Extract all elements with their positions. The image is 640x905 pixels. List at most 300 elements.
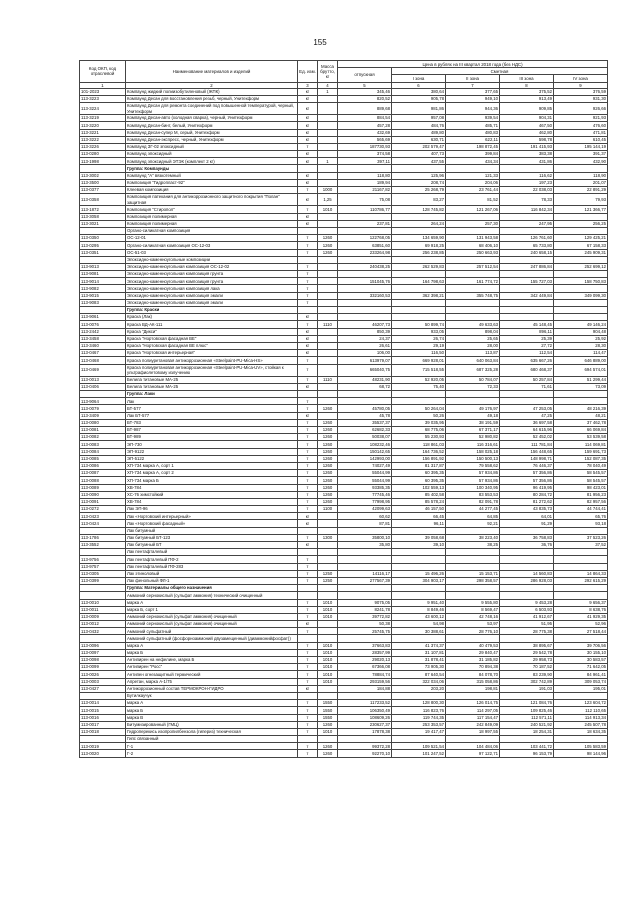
- cell-unit: т: [298, 671, 318, 678]
- cell-price-zone-4: [554, 592, 608, 599]
- cell-mass: [318, 412, 338, 419]
- cell-unit: т: [298, 364, 318, 376]
- cell-price-zone-4: 22 891,29: [554, 187, 608, 194]
- cell-price-otpusk: [338, 527, 392, 534]
- cell-price-zone-1: 322 034,06: [392, 678, 446, 685]
- cell-code: 113-0010: [80, 599, 126, 606]
- cell-price-zone-3: 148 998,71: [500, 455, 554, 462]
- cell-price-zone-4: 245 507,78: [554, 721, 608, 728]
- cell-price-zone-3: 680 468,37: [500, 364, 554, 376]
- cell-mass: 1260: [318, 470, 338, 477]
- cell-price-otpusk: 230627,37: [338, 721, 392, 728]
- cell-mass: [318, 542, 338, 549]
- cell-price-zone-2: 126 014,75: [446, 700, 500, 707]
- table-row: [80, 342, 608, 349]
- table-row: [80, 187, 608, 194]
- table-row: [80, 263, 608, 270]
- cell-price-zone-3: 896,11: [500, 328, 554, 335]
- cell-name: Краска "Дикси": [126, 328, 298, 335]
- cell-unit: т: [298, 462, 318, 469]
- cell-price-zone-2: [446, 563, 500, 570]
- cell-price-zone-3: 96 153,79: [500, 750, 554, 757]
- cell-code: 113-0090: [80, 491, 126, 498]
- cell-mass: 1250: [318, 570, 338, 577]
- cell-price-zone-3: 286 928,03: [500, 577, 554, 584]
- cell-price-zone-1: 50 264,04: [392, 405, 446, 412]
- cell-unit: кг: [298, 194, 318, 206]
- cell-mass: 1260: [318, 491, 338, 498]
- cell-price-zone-3: 41 912,67: [500, 613, 554, 620]
- cell-unit: [298, 585, 318, 592]
- cell-mass: [318, 271, 338, 278]
- cell-name: ХП-734 марка А, сорт 1: [126, 462, 298, 469]
- cell-unit: т: [298, 678, 318, 685]
- cell-price-zone-3: 50 257,84: [500, 376, 554, 383]
- cell-name: БТ-989: [126, 434, 298, 441]
- cell-code: 113-9014: [80, 278, 126, 285]
- cell-code: 113-0011: [80, 606, 126, 613]
- cell-code: 113-0432: [80, 628, 126, 635]
- cell-price-otpusk: 46207,73: [338, 321, 392, 328]
- cell-price-zone-2: 50 784,07: [446, 376, 500, 383]
- cell-unit: т: [298, 599, 318, 606]
- cell-code: 113-3458: [80, 335, 126, 342]
- cell-price-zone-3: [500, 271, 554, 278]
- cell-name: ЭП-730: [126, 441, 298, 448]
- table-row: [80, 102, 608, 114]
- table-row: [80, 750, 608, 757]
- cell-price-otpusk: 39772,82: [338, 613, 392, 620]
- cell-price-zone-2: 97 122,71: [446, 750, 500, 757]
- cell-price-otpusk: 122768,05: [338, 235, 392, 242]
- cell-price-zone-2: 25,65: [446, 335, 500, 342]
- cell-price-zone-1: 60 395,35: [392, 470, 446, 477]
- cell-name: Аммоний сернокислый (сульфат аммония) очищенный: [126, 613, 298, 620]
- cell-price-zone-2: [446, 391, 500, 398]
- cell-code: 113-0358: [80, 194, 126, 206]
- cell-price-zone-1: 83,27: [392, 194, 446, 206]
- cell-price-otpusk: [338, 736, 392, 743]
- cell-name: ХВ-784: [126, 484, 298, 491]
- cell-unit: [298, 256, 318, 263]
- cell-unit: т: [298, 491, 318, 498]
- cell-price-zone-2: 38 223,40: [446, 534, 500, 541]
- table-row: [80, 743, 608, 750]
- cell-price-otpusk: 74027,49: [338, 462, 392, 469]
- cell-price-zone-2: 485,71: [446, 122, 500, 129]
- table-row: [80, 520, 608, 527]
- cell-unit: т: [298, 235, 318, 242]
- cell-unit: т: [298, 613, 318, 620]
- cell-price-zone-1: 128 745,82: [392, 206, 446, 213]
- cell-name: Лак этиноловый: [126, 570, 298, 577]
- cell-price-zone-1: 118 861,03: [392, 441, 446, 448]
- cell-price-zone-3: 18 254,31: [500, 728, 554, 735]
- cell-code: [80, 391, 126, 398]
- cell-price-zone-1: [392, 285, 446, 292]
- cell-price-zone-4: 27 518,44: [554, 628, 608, 635]
- cell-price-otpusk: 457,28: [338, 122, 392, 129]
- table-row: [80, 462, 608, 469]
- cell-code: 101-2023: [80, 88, 126, 95]
- cell-price-zone-4: 39 706,56: [554, 642, 608, 649]
- cell-price-zone-3: [500, 213, 554, 220]
- cell-unit: кг: [298, 542, 318, 549]
- cell-code: 113-0469: [80, 364, 126, 376]
- cell-code: 113-0003: [80, 678, 126, 685]
- cell-name: Г-2: [126, 750, 298, 757]
- cell-unit: т: [298, 448, 318, 455]
- cell-name: марка Б, сорт 1: [126, 606, 298, 613]
- cell-price-zone-1: 905,78: [392, 95, 446, 102]
- cell-code: 113-1786: [80, 534, 126, 541]
- cell-price-zone-4: 49 146,24: [554, 321, 608, 328]
- cell-price-otpusk: [338, 635, 392, 642]
- cell-price-zone-4: 58 545,57: [554, 470, 608, 477]
- cell-code: 113-0080: [80, 419, 126, 426]
- cell-price-zone-3: 76 446,37: [500, 462, 554, 469]
- cell-code: 113-0089: [80, 484, 126, 491]
- cell-price-otpusk: 37663,83: [338, 642, 392, 649]
- table-row: [80, 498, 608, 505]
- cell-price-otpusk: 45780,05: [338, 405, 392, 412]
- table-row: [80, 491, 608, 498]
- cell-name: Лак пентафталевый: [126, 549, 298, 556]
- cell-price-zone-1: [392, 391, 446, 398]
- cell-code: 113-3224: [80, 102, 126, 114]
- table-row: [80, 427, 608, 434]
- table-row: [80, 513, 608, 520]
- table-row: [80, 635, 608, 642]
- cell-code: 113-9082: [80, 285, 126, 292]
- cell-price-zone-2: 298 358,57: [446, 577, 500, 584]
- cell-price-zone-3: 36 758,83: [500, 534, 554, 541]
- cell-name: Краска ВД-АК-111: [126, 321, 298, 328]
- table-row: [80, 714, 608, 721]
- cell-price-zone-1: [392, 556, 446, 563]
- cell-price-zone-1: 407,73: [392, 151, 446, 158]
- cell-price-zone-3: 635 667,26: [500, 357, 554, 364]
- cell-price-otpusk: 14116,17: [338, 570, 392, 577]
- cell-price-zone-3: 462,80: [500, 129, 554, 136]
- cell-price-zone-1: 119 744,35: [392, 714, 446, 721]
- cell-code: 113-3409: [80, 412, 126, 419]
- cell-price-zone-3: [500, 635, 554, 642]
- cell-code: 113-3058: [80, 213, 126, 220]
- cell-price-zone-2: 81,52: [446, 194, 500, 206]
- cell-name: Композиция "Гидропласт-92": [126, 179, 298, 186]
- header-price-title: Цена в рублях на III квартал 2018 года (без НДС): [338, 61, 608, 68]
- header-otpusk: отпускная: [338, 68, 392, 82]
- cell-code: 113-0468: [80, 357, 126, 364]
- cell-price-zone-1: 8 849,46: [392, 606, 446, 613]
- cell-price-zone-4: 195,01: [554, 685, 608, 692]
- header-zone-4: IV зона: [554, 75, 608, 82]
- cell-price-zone-2: 49 633,63: [446, 321, 500, 328]
- cell-code: 113-0467: [80, 350, 126, 357]
- cell-price-zone-2: 480,83: [446, 129, 500, 136]
- cell-mass: [318, 102, 338, 114]
- table-row: [80, 299, 608, 306]
- cell-price-otpusk: 63851,60: [338, 242, 392, 249]
- cell-price-zone-2: 949,10: [446, 95, 500, 102]
- cell-price-zone-1: 54,98: [392, 621, 446, 628]
- cell-price-otpusk: 432,69: [338, 129, 392, 136]
- cell-code: 113-9083: [80, 299, 126, 306]
- cell-price-zone-4: 646 889,00: [554, 357, 608, 364]
- cell-name: Лак «Нортовский интерьерный»: [126, 513, 298, 520]
- cell-price-zone-3: 29 542,78: [500, 649, 554, 656]
- cell-mass: 1010: [318, 206, 338, 213]
- cell-price-zone-1: 437,55: [392, 158, 446, 165]
- cell-price-otpusk: [338, 227, 392, 234]
- cell-price-zone-3: 57 356,86: [500, 470, 554, 477]
- cell-price-zone-1: [392, 398, 446, 405]
- cell-price-zone-3: 64,01: [500, 513, 554, 520]
- cell-price-zone-1: 39 058,68: [392, 534, 446, 541]
- cell-code: 113-0026: [80, 671, 126, 678]
- cell-price-zone-1: 73 905,30: [392, 664, 446, 671]
- cell-price-zone-2: 52 980,82: [446, 434, 500, 441]
- table-row: [80, 172, 608, 179]
- header-unit: Ед. изм.: [298, 61, 318, 83]
- cell-price-zone-2: 79 558,62: [446, 462, 500, 469]
- cell-price-zone-3: 302 742,89: [500, 678, 554, 685]
- table-row: [80, 577, 608, 584]
- cell-price-zone-4: 53 539,58: [554, 434, 608, 441]
- cell-price-otpusk: 77998,95: [338, 498, 392, 505]
- cell-mass: [318, 592, 338, 599]
- cell-code: 113-0280: [80, 151, 126, 158]
- cell-price-zone-3: 909,85: [500, 102, 554, 114]
- cell-code: 113-3002: [80, 172, 126, 179]
- cell-price-otpusk: 189,94: [338, 179, 392, 186]
- cell-name: Компаунд Десан для ремонта соединений под повышенной температурой, черный, Унитехформ: [126, 102, 298, 114]
- table-row: [80, 477, 608, 484]
- cell-price-zone-4: 18 634,35: [554, 728, 608, 735]
- cell-price-zone-2: 377,65: [446, 88, 500, 95]
- cell-mass: [318, 527, 338, 534]
- cell-name: Компаунд эпоксидный: [126, 151, 298, 158]
- cell-price-zone-3: [500, 592, 554, 599]
- cell-unit: т: [298, 398, 318, 405]
- cell-price-zone-2: 315 058,86: [446, 678, 500, 685]
- cell-price-zone-4: 114 913,34: [554, 714, 608, 721]
- cell-name: Лак битумный: [126, 527, 298, 534]
- cell-price-zone-2: 40 479,53: [446, 642, 500, 649]
- cell-code: [80, 227, 126, 234]
- table-row: [80, 671, 608, 678]
- cell-name: Лак пентафталевый ПФ-2: [126, 556, 298, 563]
- cell-mass: [318, 364, 338, 376]
- cell-price-zone-2: 257 512,54: [446, 263, 500, 270]
- cell-price-zone-3: [500, 256, 554, 263]
- table-row: [80, 549, 608, 556]
- cell-price-otpusk: 42099,63: [338, 506, 392, 513]
- cell-name: марка Б: [126, 707, 298, 714]
- cell-price-otpusk: 9075,05: [338, 599, 392, 606]
- cell-mass: [318, 256, 338, 263]
- table-row: [80, 364, 608, 376]
- cell-price-zone-2: 198,81: [446, 685, 500, 692]
- cell-price-zone-1: 669 928,01: [392, 357, 446, 364]
- cell-code: 113-9061: [80, 314, 126, 321]
- cell-price-zone-1: [392, 227, 446, 234]
- cell-unit: [298, 307, 318, 314]
- cell-price-zone-1: 380,64: [392, 88, 446, 95]
- cell-mass: [318, 263, 338, 270]
- cell-mass: 1010: [318, 642, 338, 649]
- cell-price-zone-3: [500, 307, 554, 314]
- cell-mass: [318, 585, 338, 592]
- cell-name: Антипирен на нефелине, марка Б: [126, 657, 298, 664]
- table-row: [80, 527, 608, 534]
- table-row: [80, 664, 608, 671]
- cell-price-zone-2: [446, 314, 500, 321]
- page-number: 155: [313, 38, 327, 47]
- cell-price-zone-2: 121 267,06: [446, 206, 500, 213]
- cell-price-zone-4: [554, 556, 608, 563]
- cell-price-otpusk: 60,62: [338, 513, 392, 520]
- cell-code: 113-3500: [80, 179, 126, 186]
- table-row: [80, 249, 608, 256]
- cell-price-otpusk: [338, 213, 392, 220]
- cell-price-otpusk: 28357,99: [338, 649, 392, 656]
- table-row: [80, 570, 608, 577]
- cell-unit: кг: [298, 151, 318, 158]
- cell-code: [80, 527, 126, 534]
- table-row: [80, 285, 608, 292]
- table-row: [80, 657, 608, 664]
- table-row: [80, 448, 608, 455]
- table-row: [80, 350, 608, 357]
- cell-code: 113-0096: [80, 642, 126, 649]
- cell-unit: т: [298, 642, 318, 649]
- cell-price-zone-1: 116,50: [392, 350, 446, 357]
- cell-code: 113-0295: [80, 242, 126, 249]
- cell-price-zone-1: [392, 314, 446, 321]
- cell-price-zone-2: [446, 527, 500, 534]
- column-index: 5: [338, 82, 392, 88]
- cell-price-zone-3: 197,23: [500, 179, 554, 186]
- cell-price-zone-1: 39 035,95: [392, 419, 446, 426]
- cell-price-zone-2: 121,33: [446, 172, 500, 179]
- cell-price-zone-2: 640 063,84: [446, 357, 500, 364]
- cell-unit: [298, 549, 318, 556]
- cell-price-zone-4: 391,37: [554, 151, 608, 158]
- cell-code: 113-9064: [80, 398, 126, 405]
- cell-mass: 1260: [318, 477, 338, 484]
- cell-unit: т: [298, 405, 318, 412]
- cell-price-zone-4: 471,81: [554, 129, 608, 136]
- cell-name: ХВ-784: [126, 498, 298, 505]
- cell-price-zone-3: 121 084,76: [500, 700, 554, 707]
- cell-unit: кг: [298, 220, 318, 227]
- cell-unit: кг: [298, 179, 318, 186]
- cell-price-otpusk: 29020,13: [338, 657, 392, 664]
- cell-price-zone-1: 489,80: [392, 129, 446, 136]
- cell-mass: [318, 213, 338, 220]
- table-row: [80, 649, 608, 656]
- cell-code: 113-0377: [80, 187, 126, 194]
- table-row: [80, 122, 608, 129]
- cell-price-otpusk: 75,08: [338, 194, 392, 206]
- cell-price-zone-1: 81 317,87: [392, 462, 446, 469]
- cell-mass: [318, 513, 338, 520]
- cell-price-zone-2: 68 406,10: [446, 242, 500, 249]
- table-row: [80, 642, 608, 649]
- cell-price-otpusk: 24,37: [338, 335, 392, 342]
- cell-price-zone-4: [554, 314, 608, 321]
- cell-price-zone-4: 931,30: [554, 95, 608, 102]
- cell-price-zone-1: 26,74: [392, 335, 446, 342]
- cell-name: ОС-12-01: [126, 235, 298, 242]
- cell-price-zone-1: [392, 635, 446, 642]
- cell-price-zone-1: 85 578,24: [392, 498, 446, 505]
- cell-code: 113-0081: [80, 427, 126, 434]
- cell-price-zone-2: [446, 736, 500, 743]
- cell-price-zone-4: 84 961,41: [554, 671, 608, 678]
- cell-price-zone-3: 6 503,93: [500, 606, 554, 613]
- cell-mass: 1550: [318, 700, 338, 707]
- cell-price-zone-1: 981,86: [392, 102, 446, 114]
- table-row: [80, 151, 608, 158]
- cell-mass: 1010: [318, 657, 338, 664]
- header-zone-1: I зона: [392, 75, 446, 82]
- cell-name: ХП-734 марка А, сорт 2: [126, 470, 298, 477]
- cell-mass: [318, 328, 338, 335]
- table-row: [80, 606, 608, 613]
- table-row: [80, 542, 608, 549]
- table-row: [80, 328, 608, 335]
- cell-code: 113-0014: [80, 700, 126, 707]
- cell-name: Краска (Лак): [126, 314, 298, 321]
- cell-price-zone-4: 98 423,01: [554, 484, 608, 491]
- cell-price-zone-3: 112,54: [500, 350, 554, 357]
- cell-price-zone-2: 38 191,59: [446, 419, 500, 426]
- cell-code: 113-9756: [80, 556, 126, 563]
- cell-price-zone-3: 25,39: [500, 335, 554, 342]
- cell-price-zone-3: 904,31: [500, 115, 554, 122]
- cell-price-zone-1: 29,19: [392, 342, 446, 349]
- table-row: [80, 115, 608, 122]
- cell-price-zone-4: [554, 271, 608, 278]
- cell-price-zone-4: [554, 692, 608, 699]
- cell-unit: т: [298, 299, 318, 306]
- cell-price-zone-2: 82 091,78: [446, 498, 500, 505]
- cell-price-zone-2: 113,87: [446, 350, 500, 357]
- cell-unit: т: [298, 434, 318, 441]
- cell-price-otpusk: 67366,08: [338, 664, 392, 671]
- cell-price-zone-1: 31 107,81: [392, 649, 446, 656]
- cell-price-zone-3: 83 239,90: [500, 671, 554, 678]
- cell-price-zone-3: 71,61: [500, 383, 554, 390]
- cell-price-otpusk: 106350,49: [338, 707, 392, 714]
- cell-name: марка В: [126, 714, 298, 721]
- cell-price-zone-4: 37 523,26: [554, 534, 608, 541]
- cell-price-zone-3: 247 886,84: [500, 263, 554, 270]
- cell-name: Краска полиуретановая антикоррозионная «Steelpaint-PU-Mica-HS»: [126, 357, 298, 364]
- cell-price-zone-1: [392, 307, 446, 314]
- cell-code: 113-9081: [80, 271, 126, 278]
- cell-price-otpusk: [338, 549, 392, 556]
- cell-price-zone-1: 304 903,17: [392, 577, 446, 584]
- cell-price-zone-4: 904,48: [554, 328, 608, 335]
- cell-mass: [318, 278, 338, 285]
- cell-name: Г-1: [126, 743, 298, 750]
- cell-price-zone-4: 610,45: [554, 136, 608, 143]
- cell-mass: 1260: [318, 441, 338, 448]
